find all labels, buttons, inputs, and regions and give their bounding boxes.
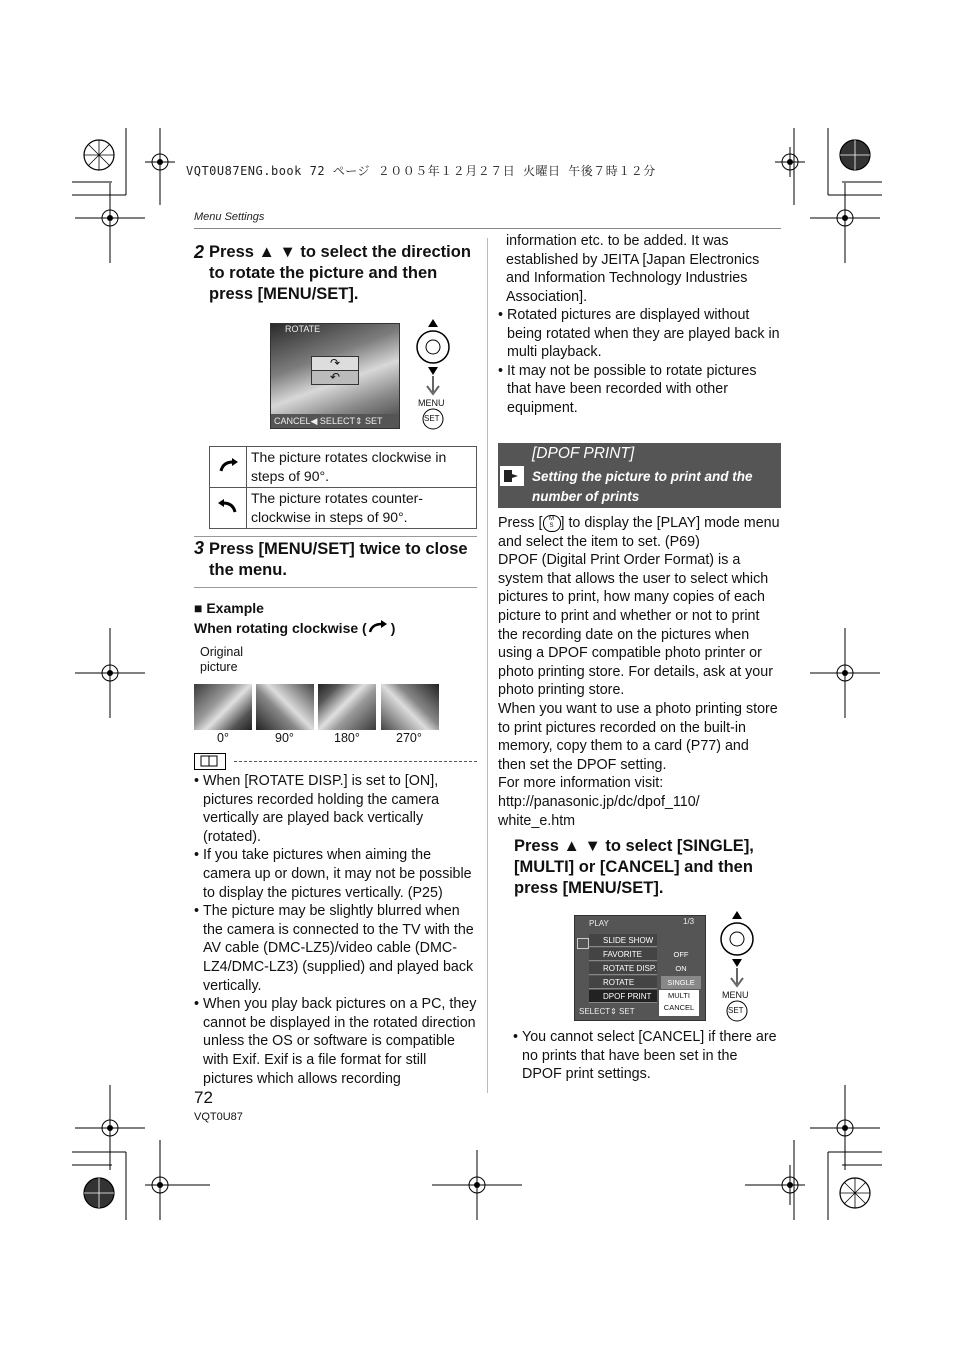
example-heading: ■ Example [194,600,264,616]
menu-item[interactable]: ROTATE DISP. [589,962,657,975]
rotate-counterclockwise-icon [210,488,247,529]
rotate-ccw-option-icon: ↶ [311,370,359,385]
rotate-options-table [209,446,477,529]
note-divider [234,761,477,762]
example-photo-180 [318,684,376,730]
rotate-clockwise-icon [210,447,247,488]
dpof-body: Press [ M S ] to display the [PLAY] mode menu and select the item to set. (P69) DPOF (Digital Print Order Format) is a system that allows the user to select which pictures to print, how many copies of each picture to print and whether or not to print the recording date on the pictures when using a DPOF compatible photo printer or photo printing store. For details, ask at your photo printing store. When you want to use a photo printing store to print pictures recorded on the built-in memory, copy them to a card (P77) and then set the DPOF setting. For more information visit: http://panasonic.jp/dc/dpof_110/ white_e.htm [498,515,780,829]
continued-text: information etc. to be added. It was established by JEITA [Japan Electronics and Information Technology Industries Association]. [506,233,760,305]
dpof-url: white_e.htm [498,812,576,829]
menu-label: MENU [418,398,445,408]
table-cell: The picture rotates counter-clockwise in steps of 90°. [247,488,477,529]
menu-set-icon: M S [543,515,561,532]
popup-option-cancel[interactable]: CANCEL [663,1003,695,1012]
column-divider [487,238,488,1093]
menu-value: OFF [673,950,689,959]
list-item: • Rotated pictures are displayed without being rotated when they are played back in multi playback. [498,306,780,362]
file-info-line: VQT0U87ENG.book 72 ページ ２００５年１２月２７日 火曜日 午後７時１２分 [186,164,656,178]
play-menu-screen [574,915,706,1021]
menu-item-selected[interactable]: DPOF PRINT [589,990,657,1003]
list-item: • It may not be possible to rotate pictures that have been recorded with other equipment. [498,362,780,418]
degree-label: 0° [217,731,229,745]
step-number: 3 [194,538,205,558]
play-tab-icon [577,938,589,949]
dpof-section-header [498,443,781,508]
example-subheading: When rotating clockwise ( ) [194,620,396,636]
menu-item[interactable]: FAVORITE [589,948,657,961]
table-row [210,447,477,488]
play-menu-page: 1/3 [683,917,695,926]
table-cell: The picture rotates clockwise in steps of 90°. [247,447,477,488]
degree-label: 270° [396,731,422,745]
notes-left-list [194,772,478,1088]
example-photo-270 [381,684,439,730]
step-3-text: Press [MENU/SET] twice to close the menu. [209,540,468,579]
dpof-subtitle: Setting the picture to print and the number of prints [532,469,753,504]
step-dpof-text: Press ▲ ▼ to select [SINGLE], [MULTI] or [CANCEL] and then press [MENU/SET]. [514,837,754,897]
list-item: • When you play back pictures on a PC, they cannot be displayed in the rotated direction unless the OS or software is compatible with Exif. Exif is a file format for still pictures which allows recording [194,995,478,1088]
popup-option-multi[interactable]: MULTI [668,991,690,1000]
rotate-clockwise-icon [367,619,391,633]
set-label: SET [424,414,440,423]
list-item: • When [ROTATE DISP.] is set to [ON], pictures recorded holding the camera vertically are played back vertically (rotated). [194,772,478,846]
original-picture-label: Original picture [200,645,244,674]
menu-value: ON [675,964,687,973]
step-2-text: Press ▲ ▼ to select the direction to rotate the picture and then press [MENU/SET]. [209,243,471,303]
notes-right-list [498,306,780,418]
play-menu-title: PLAY [589,919,609,928]
table-row [210,488,477,529]
play-mode-icon [500,466,524,486]
menu-item[interactable]: ROTATE [589,976,657,989]
menu-value: SINGLE [661,976,701,989]
step-number: 2 [194,242,205,262]
degree-label: 90° [275,731,294,745]
list-item: • The picture may be slightly blurred when the camera is connected to the TV with the AV cable (DMC-LZ5)/video cable (DMC-LZ4/DMC-LZ3) (supplied) and played back vertically. [194,902,478,995]
note-icon [194,753,226,770]
dpof-title: [DPOF PRINT] [532,445,635,462]
final-note-list [513,1028,778,1084]
page-number: 72 [194,1088,213,1107]
set-label: SET [728,1006,744,1015]
menu-label: MENU [722,990,749,1000]
example-photo-90 [256,684,314,730]
play-menu-footer: SELECT⇕ SET [579,1007,635,1016]
model-code: VQT0U87 [194,1111,243,1123]
section-label: Menu Settings [194,211,265,223]
list-item: • If you take pictures when aiming the camera up or down, it may not be possible to display the pictures vertically. (P25) [194,846,478,902]
list-item: • You cannot select [CANCEL] if there are no prints that have been set in the DPOF print settings. [513,1028,778,1084]
rotate-screen [270,323,400,429]
rotate-cw-option-icon: ↷ [311,356,359,371]
dpof-popup [659,990,699,1016]
screen-footer: CANCEL◀ SELECT⇕ SET [271,414,399,428]
menu-item[interactable]: SLIDE SHOW [589,934,657,947]
example-photo-0 [194,684,252,730]
screen-title: ROTATE [285,324,321,334]
degree-label: 180° [334,731,360,745]
dpof-url: http://panasonic.jp/dc/dpof_110/ [498,793,700,810]
